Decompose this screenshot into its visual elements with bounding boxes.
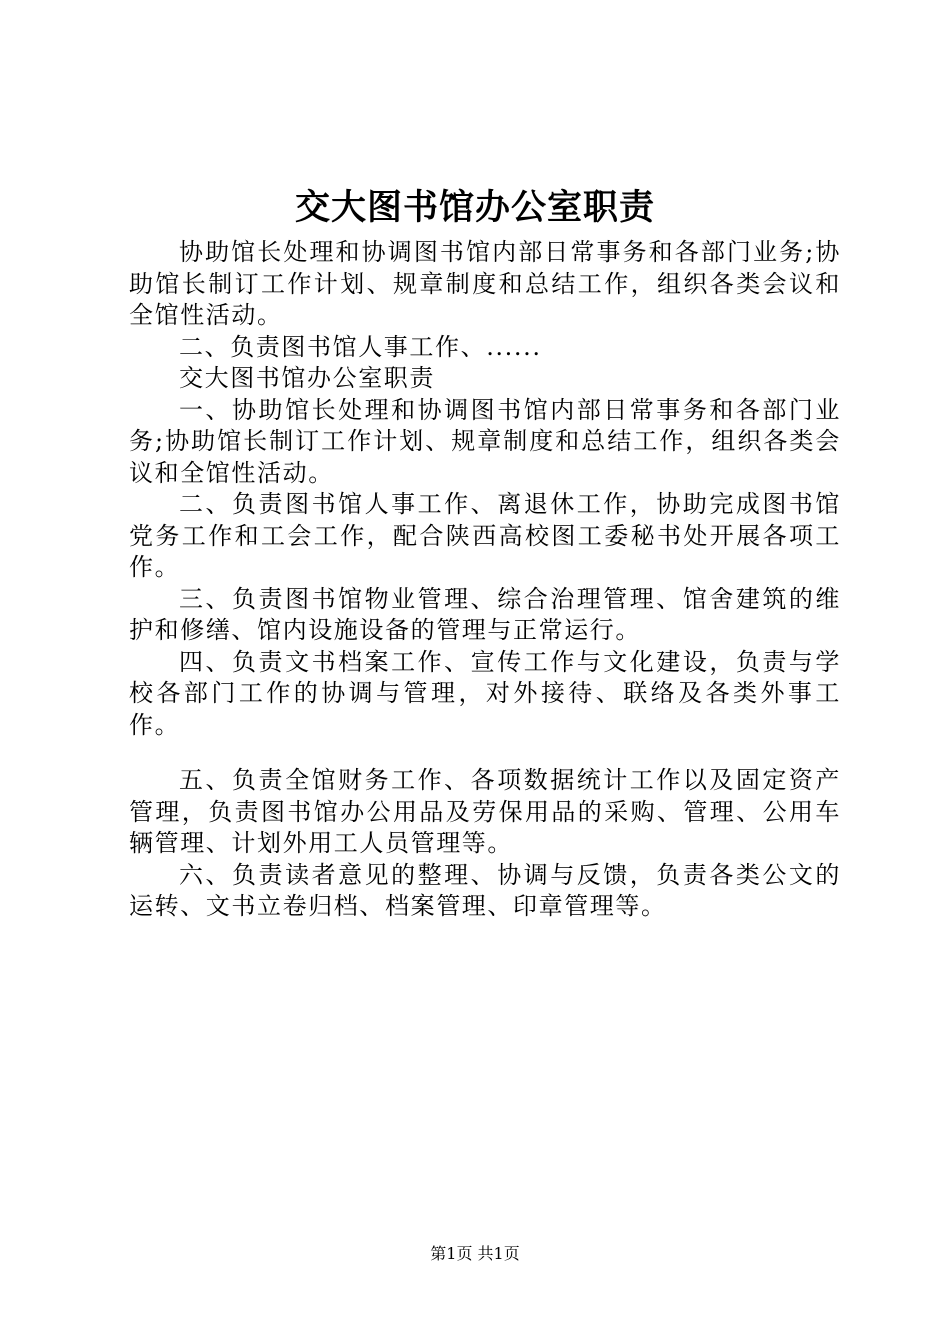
paragraph-item-2: 二、负责图书馆人事工作、离退休工作，协助完成图书馆党务工作和工会工作，配合陕西高校图工委秘书处开展各项工作。 xyxy=(129,490,841,581)
paragraph-item-5: 五、负责全馆财务工作、各项数据统计工作以及固定资产管理，负责图书馆办公用品及劳保用品的采购、管理、公用车辆管理、计划外用工人员管理等。 xyxy=(129,766,841,857)
document-title: 交大图书馆办公室职责 xyxy=(294,187,655,228)
paragraph-item-6: 六、负责读者意见的整理、协调与反馈，负责各类公文的运转、文书立卷归档、档案管理、印章管理等。 xyxy=(129,860,841,920)
paragraph-intro: 协助馆长处理和协调图书馆内部日常事务和各部门业务;协助馆长制订工作计划、规章制度和总结工作，组织各类会议和全馆性活动。 xyxy=(129,238,841,329)
paragraph-repeated-title: 交大图书馆办公室职责 xyxy=(179,364,435,392)
page-footer xyxy=(0,1242,950,1266)
page-total: 共1页 xyxy=(477,1244,520,1263)
document-body xyxy=(129,237,841,923)
paragraph-item-3: 三、负责图书馆物业管理、综合治理管理、馆舍建筑的维护和修缮、馆内设施设备的管理与正常运行。 xyxy=(129,584,841,644)
paragraph-item-2-short: 二、负责图书馆人事工作、...... xyxy=(179,332,542,361)
paragraph-item-1: 一、协助馆长处理和协调图书馆内部日常事务和各部门业务;协助馆长制订工作计划、规章制度和总结工作，组织各类会议和全馆性活动。 xyxy=(129,395,841,487)
paragraph-item-4: 四、负责文书档案工作、宣传工作与文化建设，负责与学校各部门工作的协调与管理，对外接待、联络及各类外事工作。 xyxy=(129,647,841,739)
page-number: 第1页 xyxy=(430,1244,473,1263)
